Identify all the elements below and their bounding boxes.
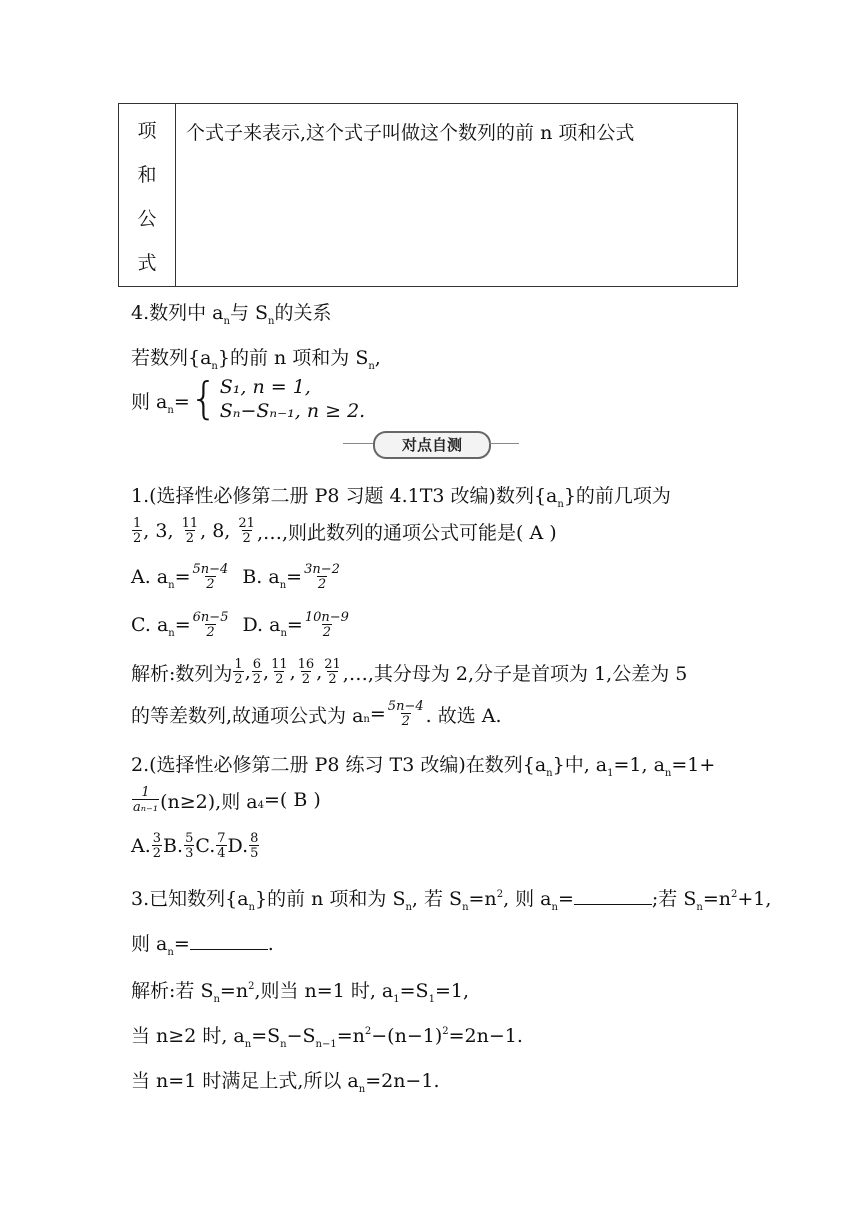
row-header-char: 和 bbox=[137, 164, 157, 186]
fraction: $\frac{6n-5}{2}$ bbox=[192, 610, 229, 640]
definition-table bbox=[118, 103, 738, 287]
fraction: $\frac{21}{2}$ bbox=[324, 657, 341, 687]
q3-solution-line2: 当 n≥2 时, $a_n=S_n-S_{n-1}=n^2-(n-1)^2=2n-1$. bbox=[131, 1025, 523, 1050]
option-d: D. $a_n=$ bbox=[242, 614, 303, 639]
fraction: $\frac{16}{2}$ bbox=[297, 657, 315, 687]
q3-solution-line3: 当 n=1 时满足上式,所以 $a_n=2n-1$. bbox=[131, 1070, 440, 1095]
fraction: $\frac{21}{2}$ bbox=[238, 516, 255, 546]
banner-rule-right bbox=[489, 443, 519, 444]
option-c: C. $a_n=$ bbox=[131, 614, 191, 639]
q3-line1: 3.已知数列$\{a_n\}$的前 n 项和为 $S_n$, 若 $S_n=n^2$, 则 $a_n=$ ;若 $S_n=n^2+1$, bbox=[131, 888, 772, 913]
banner-rule-left bbox=[343, 443, 373, 444]
fraction: $\frac{5}{3}$ bbox=[185, 831, 194, 861]
fraction: $\frac{1}{\text{aₙ₋₁}}$ bbox=[133, 785, 159, 815]
section4-formula: 则 $a_n=$ { S₁, n = 1, Sₙ−Sₙ₋₁, n ≥ 2. bbox=[131, 373, 366, 424]
option-b: B. $a_n=$ bbox=[242, 566, 303, 591]
fraction: $\frac{1}{2}$ bbox=[133, 516, 142, 546]
fraction: $\frac{3}{2}$ bbox=[152, 831, 162, 861]
fraction: $\frac{5n-4}{2}$ bbox=[192, 562, 229, 592]
fraction: $\frac{6}{2}$ bbox=[252, 657, 262, 687]
answer-blank[interactable] bbox=[190, 933, 268, 950]
case-1: S₁, n = 1, bbox=[219, 376, 311, 398]
option-b: B. bbox=[163, 835, 184, 857]
q3-line2: 则 $a_n=$ . bbox=[131, 933, 274, 958]
answer-blank[interactable] bbox=[574, 888, 652, 905]
fraction: $\frac{10n-9}{2}$ bbox=[304, 610, 349, 640]
row-header-char: 项 bbox=[137, 120, 157, 142]
q1-line1: 1.(选择性必修第二册 P8 习题 4.1T3 改编)数列$\{a_n\}$的前几项为 bbox=[131, 485, 671, 510]
q2-line1: 2.(选择性必修第二册 P8 练习 T3 改编)在数列$\{a_n\}$中, $a_1=1$, $a_n=1+$ bbox=[131, 754, 716, 779]
fraction: $\frac{3n-2}{2}$ bbox=[304, 562, 340, 592]
table-cell-content bbox=[176, 104, 738, 287]
q2-line2: $\frac{1}{\text{aₙ₋₁}}$ (n≥2),则 a 4 =( B ) bbox=[133, 785, 321, 815]
option-d: D. bbox=[227, 835, 249, 857]
q1-sequence: $\frac{1}{2}$ , 3 , $\frac{11}{2}$ , 8 , $\frac{21}{2}$ ,…,则此数列的通项公式可能是( A ) bbox=[133, 516, 557, 546]
option-c: C. bbox=[195, 835, 216, 857]
case-2: Sₙ−Sₙ₋₁, n ≥ 2. bbox=[219, 400, 366, 422]
fraction: $\frac{1}{2}$ bbox=[234, 657, 243, 687]
section4-line1: 若数列$\{a_n\}$的前 n 项和为 $S_n$, bbox=[131, 347, 381, 372]
fraction: $\frac{8}{5}$ bbox=[250, 831, 259, 861]
q1-solution-line1: 解析:数列为 $\frac{1}{2}$ , $\frac{6}{2}$ , $\frac{11}{2}$ , $\frac{16}{2}$ , $\frac{21}{2}$ ,…,其分母为 2,分子是首项为 1,公差为 5 bbox=[131, 657, 688, 687]
fraction: $\frac{5n-4}{2}$ bbox=[387, 699, 424, 729]
q1-solution-line2: 的等差数列,故通项公式为 a n = $\frac{5n-4}{2}$ . 故选 A. bbox=[131, 699, 502, 729]
q3-solution-line1: 解析:若 $S_n=n^2$,则当 n=1 时, $a_1=S_1=1$, bbox=[131, 980, 469, 1005]
section-banner bbox=[343, 429, 519, 459]
left-brace: { bbox=[189, 373, 218, 424]
option-a: A. bbox=[131, 835, 151, 857]
fraction: $\frac{11}{2}$ bbox=[181, 516, 199, 546]
fraction: $\frac{7}{4}$ bbox=[217, 831, 226, 861]
q1-options-ab bbox=[131, 563, 342, 591]
fraction: $\frac{11}{2}$ bbox=[271, 657, 288, 687]
section4-heading: 4.数列中 $a_n$与 $S_n$的关系 bbox=[131, 302, 332, 327]
banner-label: 对点自测 bbox=[373, 431, 491, 459]
table-content-text: 个式子来表示,这个式子叫做这个数列的前 n 项和公式 bbox=[186, 122, 635, 144]
row-header-char: 式 bbox=[137, 252, 157, 274]
q2-options bbox=[131, 832, 260, 860]
option-a: A. $a_n=$ bbox=[131, 566, 191, 591]
table-row-header bbox=[119, 104, 176, 287]
row-header-char: 公 bbox=[137, 208, 157, 230]
q1-options-cd bbox=[131, 611, 351, 639]
